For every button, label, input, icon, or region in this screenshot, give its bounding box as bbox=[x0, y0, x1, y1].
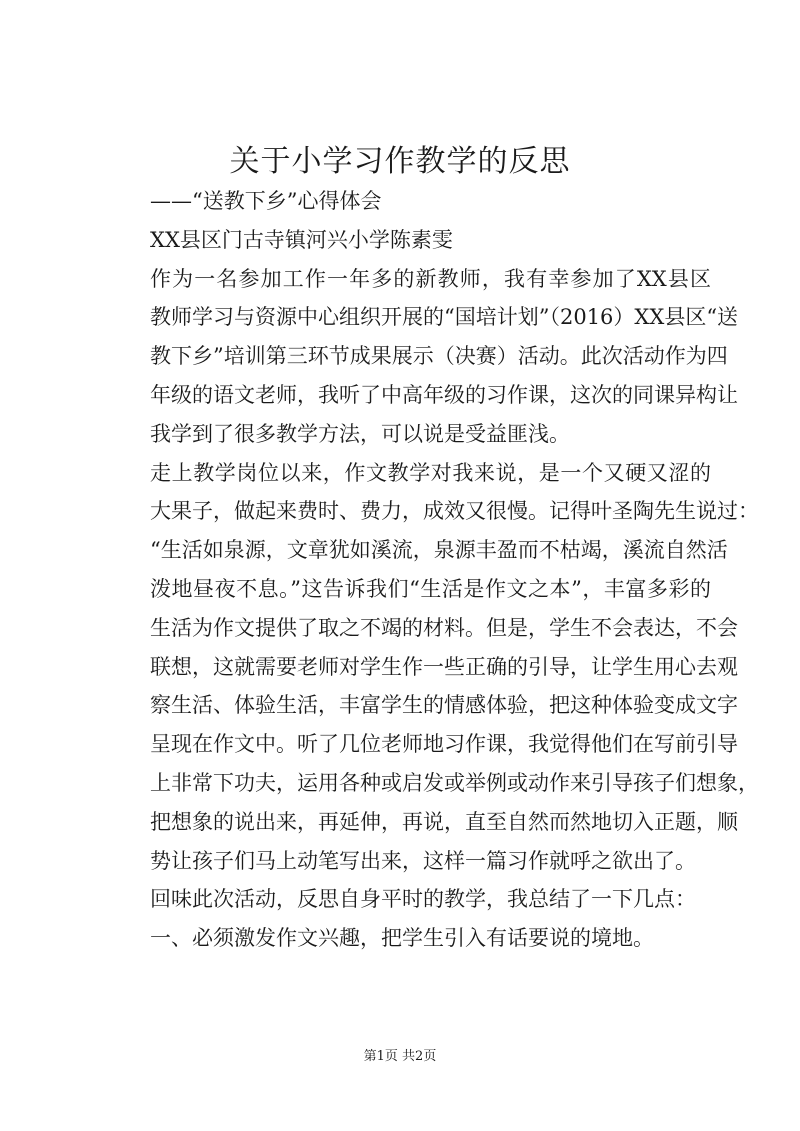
paragraph-line: 教师学习与资源中心组织开展的“国培计划”（2016）XX县区“送 bbox=[150, 305, 739, 330]
paragraph-line: 生活为作文提供了取之不竭的材料。但是，学生不会表达，不会 bbox=[150, 615, 738, 640]
page-footer: 第1页 共2页 bbox=[363, 1049, 437, 1064]
paragraph-point-one: 一、必须激发作文兴趣，把学生引入有话要说的境地。 bbox=[150, 926, 654, 951]
paragraph-line: 把想象的说出来，再延伸，再说，直至自然而然地切入正题，顺 bbox=[150, 809, 738, 834]
paragraph-line: 走上教学岗位以来，作文教学对我来说，是一个又硬又涩的 bbox=[150, 460, 711, 485]
paragraph-line: 教下乡”培训第三环节成果展示（决赛）活动。此次活动作为四 bbox=[150, 344, 728, 369]
paragraph-line: 联想，这就需要老师对学生作一些正确的引导，让学生用心去观 bbox=[150, 654, 738, 679]
paragraph-line: 势让孩子们马上动笔写出来，这样一篇习作就呼之欲出了。 bbox=[150, 848, 696, 873]
paragraph-line: 上非常下功夫，运用各种或启发或举例或动作来引导孩子们想象， bbox=[150, 770, 759, 795]
paragraph-reflection bbox=[108, 454, 759, 881]
paragraph-line: 察生活、体验生活，丰富学生的情感体验，把这种体验变成文字 bbox=[150, 693, 738, 718]
paragraph-line: 我学到了很多教学方法，可以说是受益匪浅。 bbox=[150, 421, 570, 446]
paragraph-line: “生活如泉源，文章犹如溪流，泉源丰盈而不枯竭，溪流自然活 bbox=[150, 538, 728, 563]
paragraph-line: 年级的语文老师，我听了中高年级的习作课，这次的同课异构让 bbox=[150, 382, 738, 407]
paragraph-line: 大果子，做起来费时、费力，成效又很慢。记得叶圣陶先生说过： bbox=[150, 499, 759, 524]
paragraph-intro bbox=[108, 260, 739, 454]
paragraph-line: 作为一名参加工作一年多的新教师，我有幸参加了XX县区 bbox=[150, 266, 711, 291]
paragraph-line: 呈现在作文中。听了几位老师地习作课，我觉得他们在写前引导 bbox=[150, 732, 738, 757]
paragraph-summary: 回味此次活动，反思自身平时的教学，我总结了一下几点： bbox=[150, 887, 696, 912]
paragraph-line: 泼地昼夜不息。”这告诉我们“生活是作文之本”，丰富多彩的 bbox=[150, 576, 711, 601]
document-title: 关于小学习作教学的反思 bbox=[229, 144, 571, 179]
document-body bbox=[108, 182, 759, 958]
author-line: XX县区门古寺镇河兴小学陈素雯 bbox=[150, 227, 453, 252]
subtitle: ——“送教下乡”心得体会 bbox=[150, 189, 382, 213]
